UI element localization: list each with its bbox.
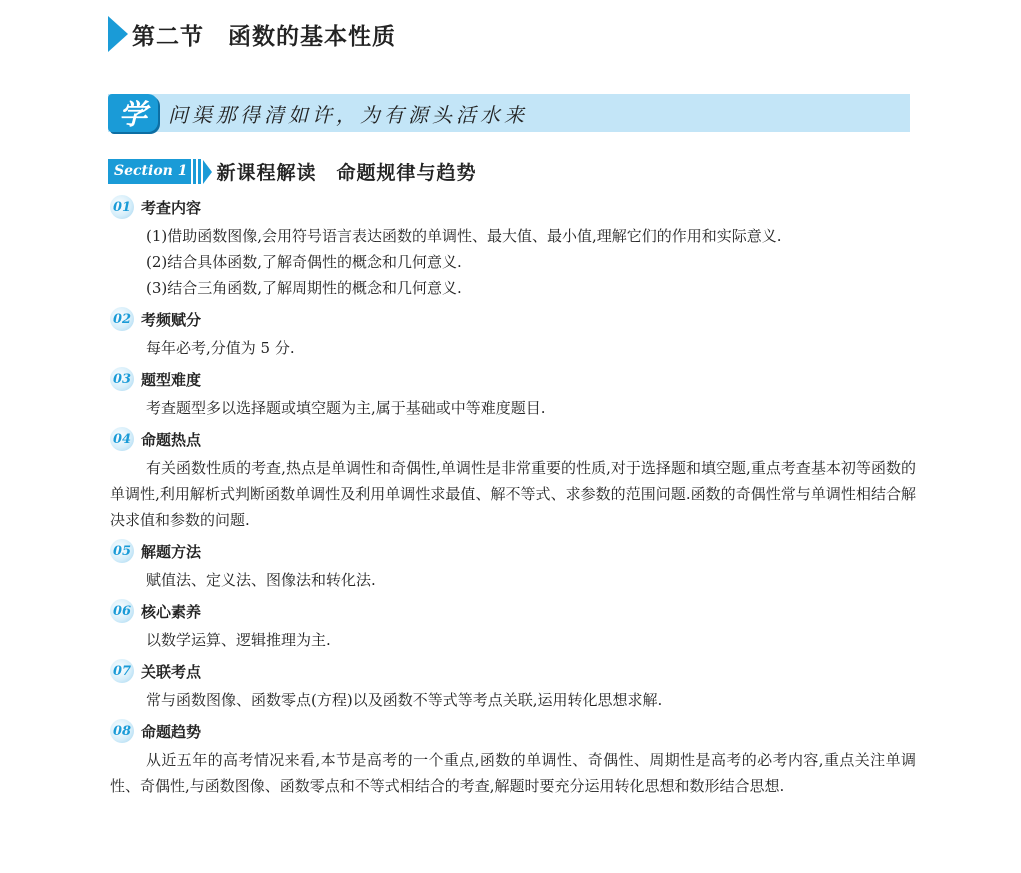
item-label: 考频赋分 bbox=[141, 310, 202, 329]
section-tag: Section 1 bbox=[108, 159, 191, 184]
item-number-icon: 08 bbox=[110, 719, 134, 743]
item-number-icon: 04 bbox=[110, 427, 134, 451]
item-text: 有关函数性质的考查,热点是单调性和奇偶性,单调性是非常重要的性质,对于选择题和填空题,重点考查基本初等函数的单调性,利用解析式判断函数单调性及利用单调性求最值、解不等式、求参数的范围问题.函数的奇偶性常与单调性相结合解决求值和参数的问题. bbox=[110, 459, 916, 529]
section-arrow-icon bbox=[203, 160, 212, 184]
item-label: 考查内容 bbox=[141, 198, 202, 217]
item-text: 每年必考,分值为 5 分. bbox=[146, 339, 295, 357]
item-text: 从近五年的高考情况来看,本节是高考的一个重点,函数的单调性、奇偶性、周期性是高考的必考内容,重点关注单调性、奇偶性,与函数图像、函数零点和不等式相结合的考查,解题时要充分运用转化思想和数形结合思想. bbox=[110, 751, 916, 795]
motto-badge: 学 bbox=[108, 94, 158, 132]
item-number-icon: 01 bbox=[110, 195, 134, 219]
item-text: 考查题型多以选择题或填空题为主,属于基础或中等难度题目. bbox=[146, 399, 546, 417]
item-number-icon: 03 bbox=[110, 367, 134, 391]
list-item bbox=[110, 426, 916, 533]
chapter-heading bbox=[108, 16, 396, 52]
item-number-icon: 05 bbox=[110, 539, 134, 563]
item-text: (1)借助函数图像,会用符号语言表达函数的单调性、最大值、最小值,理解它们的作用和实际意义. bbox=[146, 227, 782, 245]
section-bars-icon bbox=[193, 159, 203, 184]
list-item bbox=[110, 718, 916, 799]
items-list bbox=[110, 194, 916, 799]
item-label: 核心素养 bbox=[141, 602, 202, 621]
item-label: 命题趋势 bbox=[141, 722, 202, 741]
item-number-icon: 07 bbox=[110, 659, 134, 683]
item-label: 关联考点 bbox=[141, 662, 202, 681]
list-item bbox=[110, 366, 916, 421]
item-label: 题型难度 bbox=[141, 370, 202, 389]
list-item bbox=[110, 598, 916, 653]
motto-text: 问渠那得清如许，为有源头活水来 bbox=[168, 102, 528, 127]
list-item bbox=[110, 658, 916, 713]
item-text: 常与函数图像、函数零点(方程)以及函数不等式等考点关联,运用转化思想求解. bbox=[146, 691, 663, 709]
item-number-icon: 02 bbox=[110, 307, 134, 331]
item-text: 赋值法、定义法、图像法和转化法. bbox=[146, 571, 376, 589]
section-heading bbox=[108, 158, 476, 185]
list-item bbox=[110, 538, 916, 593]
item-text: (2)结合具体函数,了解奇偶性的概念和几何意义. bbox=[146, 253, 462, 271]
list-item bbox=[110, 194, 916, 301]
chapter-arrow-icon bbox=[108, 16, 128, 52]
item-number-icon: 06 bbox=[110, 599, 134, 623]
item-text: (3)结合三角函数,了解周期性的概念和几何意义. bbox=[146, 279, 462, 297]
item-label: 命题热点 bbox=[141, 430, 202, 449]
section-title: 新课程解读 命题规律与趋势 bbox=[216, 162, 477, 184]
item-label: 解题方法 bbox=[141, 542, 202, 561]
list-item bbox=[110, 306, 916, 361]
chapter-title: 第二节 函数的基本性质 bbox=[132, 23, 396, 50]
motto-banner bbox=[108, 94, 910, 132]
item-text: 以数学运算、逻辑推理为主. bbox=[146, 631, 331, 649]
